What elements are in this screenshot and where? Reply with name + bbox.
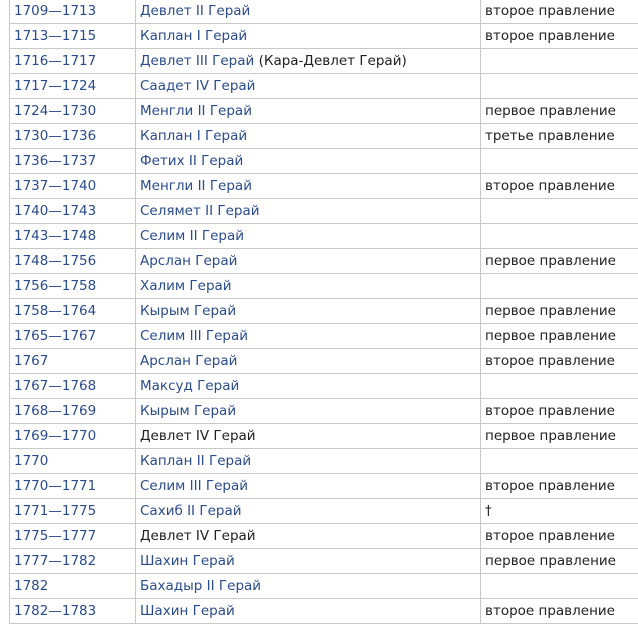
reign-years-cell [10, 299, 136, 324]
reign-note-cell [481, 199, 638, 224]
khan-name-link[interactable]: Менгли II Герай [140, 178, 252, 194]
khan-name-cell [136, 124, 481, 149]
reign-note-cell [481, 0, 638, 24]
khan-name-cell [136, 524, 481, 549]
reign-note-cell [481, 574, 638, 599]
reign-note-cell [481, 24, 638, 49]
khan-name-link[interactable]: Шахин Герай [140, 603, 235, 619]
reign-note-text: второе правление [485, 603, 615, 619]
khan-name-cell [136, 299, 481, 324]
reign-note-text: второе правление [485, 178, 615, 194]
table-row [10, 524, 638, 549]
reign-years-cell [10, 49, 136, 74]
khan-name-cell [136, 499, 481, 524]
khan-name-link[interactable]: Кырым Герай [140, 403, 237, 419]
khan-name-link[interactable]: Шахин Герай [140, 553, 235, 569]
khan-name-link[interactable]: Селим II Герай [140, 228, 245, 244]
table-row [10, 174, 638, 199]
khan-name-link[interactable]: Каплан I Герай [140, 128, 248, 144]
khan-name-cell [136, 399, 481, 424]
khan-name-link[interactable]: Бахадыр II Герай [140, 578, 262, 594]
reign-note-text: второе правление [485, 478, 615, 494]
khan-name-text: Девлет IV Герай [140, 428, 256, 444]
reign-years-link[interactable]: 1717—1724 [14, 78, 97, 94]
khan-name-link[interactable]: Сахиб II Герай [140, 503, 242, 519]
table-row [10, 99, 638, 124]
reign-note-text: † [485, 503, 492, 519]
khan-name-cell [136, 574, 481, 599]
khan-name-link[interactable]: Менгли II Герай [140, 103, 252, 119]
khan-name-link[interactable]: Кырым Герай [140, 303, 237, 319]
reign-note-cell [481, 324, 638, 349]
khan-name-link[interactable]: Селим III Герай [140, 328, 248, 344]
khan-name-link[interactable]: Арслан Герай [140, 353, 238, 369]
reign-note-cell [481, 474, 638, 499]
reign-years-link[interactable]: 1740—1743 [14, 203, 97, 219]
reign-years-cell [10, 449, 136, 474]
reign-years-cell [10, 0, 136, 24]
reign-years-link[interactable]: 1767—1768 [14, 378, 97, 394]
khan-name-link[interactable]: Селямет II Герай [140, 203, 260, 219]
reign-years-link[interactable]: 1756—1758 [14, 278, 97, 294]
reign-years-link[interactable]: 1771—1775 [14, 503, 97, 519]
khan-name-cell [136, 599, 481, 624]
reign-note-text: первое правление [485, 553, 616, 569]
reign-note-text: первое правление [485, 328, 616, 344]
reign-years-link[interactable]: 1782—1783 [14, 603, 97, 619]
reign-note-text: первое правление [485, 428, 616, 444]
reign-note-cell [481, 224, 638, 249]
khan-name-link[interactable]: Девлет II Герай [140, 3, 251, 19]
reign-years-cell [10, 399, 136, 424]
table-row [10, 249, 638, 274]
reign-note-text: второе правление [485, 353, 615, 369]
reign-note-cell [481, 449, 638, 474]
table-row [10, 599, 638, 624]
reign-note-cell [481, 174, 638, 199]
reign-years-link[interactable]: 1758—1764 [14, 303, 97, 319]
reign-note-cell [481, 274, 638, 299]
khan-name-link[interactable]: Каплан I Герай [140, 28, 248, 44]
reign-years-cell [10, 474, 136, 499]
reign-years-cell [10, 524, 136, 549]
khan-name-text: Девлет IV Герай [140, 528, 256, 544]
khan-name-cell [136, 74, 481, 99]
khan-name-link[interactable]: Саадет IV Герай [140, 78, 256, 94]
reign-years-link[interactable]: 1770—1771 [14, 478, 97, 494]
table-row [10, 24, 638, 49]
table-row [10, 349, 638, 374]
reign-note-text: второе правление [485, 28, 615, 44]
reign-years-link[interactable]: 1769—1770 [14, 428, 97, 444]
reign-note-cell [481, 299, 638, 324]
reign-years-cell [10, 574, 136, 599]
khan-name-link[interactable]: Каплан II Герай [140, 453, 252, 469]
table-row [10, 299, 638, 324]
reign-years-link[interactable]: 1770 [14, 453, 49, 469]
table-row [10, 274, 638, 299]
reign-years-cell [10, 124, 136, 149]
table-row [10, 424, 638, 449]
table-row [10, 0, 638, 24]
reign-note-text: первое правление [485, 253, 616, 269]
reign-years-link[interactable]: 1724—1730 [14, 103, 97, 119]
reign-years-cell [10, 99, 136, 124]
khan-name-cell [136, 449, 481, 474]
reign-years-link[interactable]: 1713—1715 [14, 28, 97, 44]
reign-note-cell [481, 49, 638, 74]
reign-note-cell [481, 349, 638, 374]
reign-years-cell [10, 599, 136, 624]
reign-note-cell [481, 499, 638, 524]
reign-note-cell [481, 149, 638, 174]
table-row [10, 374, 638, 399]
khan-name-link[interactable]: Девлет III Герай [140, 53, 255, 69]
khan-name-cell [136, 199, 481, 224]
reign-years-link[interactable]: 1777—1782 [14, 553, 97, 569]
reign-note-text: второе правление [485, 528, 615, 544]
reign-years-link[interactable]: 1765—1767 [14, 328, 97, 344]
reign-years-cell [10, 499, 136, 524]
reign-note-cell [481, 74, 638, 99]
reign-note-text: второе правление [485, 403, 615, 419]
reign-years-cell [10, 149, 136, 174]
reign-years-cell [10, 174, 136, 199]
reign-years-link[interactable]: 1736—1737 [14, 153, 97, 169]
reign-years-link[interactable]: 1743—1748 [14, 228, 97, 244]
reign-note-cell [481, 549, 638, 574]
rulers-table-body [10, 0, 638, 624]
khan-name-cell [136, 474, 481, 499]
reign-years-link[interactable]: 1767 [14, 353, 49, 369]
table-row [10, 224, 638, 249]
reign-note-cell [481, 374, 638, 399]
khan-name-cell [136, 349, 481, 374]
reign-years-link[interactable]: 1775—1777 [14, 528, 97, 544]
table-row [10, 499, 638, 524]
reign-years-cell [10, 349, 136, 374]
khan-name-cell [136, 374, 481, 399]
khan-name-cell [136, 0, 481, 24]
khan-name-cell [136, 249, 481, 274]
reign-years-link[interactable]: 1782 [14, 578, 49, 594]
reign-years-link[interactable]: 1709—1713 [14, 3, 97, 19]
table-row [10, 199, 638, 224]
khan-name-cell [136, 49, 481, 74]
table-row [10, 124, 638, 149]
reign-years-link[interactable]: 1716—1717 [14, 53, 97, 69]
reign-note-text: первое правление [485, 303, 616, 319]
reign-note-cell [481, 424, 638, 449]
khan-name-cell [136, 99, 481, 124]
reign-years-cell [10, 24, 136, 49]
table-row [10, 549, 638, 574]
reign-years-link[interactable]: 1768—1769 [14, 403, 97, 419]
table-row [10, 449, 638, 474]
table-row [10, 399, 638, 424]
reign-years-link[interactable]: 1748—1756 [14, 253, 97, 269]
khan-name-link[interactable]: Халим Герай [140, 278, 232, 294]
table-row [10, 74, 638, 99]
khan-name-link[interactable]: Селим III Герай [140, 478, 248, 494]
reign-years-cell [10, 199, 136, 224]
khan-name-cell [136, 549, 481, 574]
reign-note-cell [481, 249, 638, 274]
rulers-table [9, 0, 638, 624]
table-row [10, 49, 638, 74]
reign-years-cell [10, 274, 136, 299]
reign-years-link[interactable]: 1730—1736 [14, 128, 97, 144]
khan-name-link[interactable]: Максуд Герай [140, 378, 240, 394]
khan-name-link[interactable]: Арслан Герай [140, 253, 238, 269]
reign-note-text: первое правление [485, 103, 616, 119]
reign-years-cell [10, 74, 136, 99]
khan-name-cell [136, 224, 481, 249]
khan-name-cell [136, 324, 481, 349]
khan-name-cell [136, 424, 481, 449]
reign-note-cell [481, 524, 638, 549]
table-row [10, 324, 638, 349]
reign-years-cell [10, 249, 136, 274]
khan-name-cell [136, 274, 481, 299]
reign-note-cell [481, 399, 638, 424]
reign-years-cell [10, 324, 136, 349]
reign-note-cell [481, 99, 638, 124]
khan-name-link[interactable]: Фетих II Герай [140, 153, 244, 169]
khan-name-cell [136, 149, 481, 174]
reign-years-cell [10, 549, 136, 574]
khan-alias-text: (Кара-Девлет Герай) [254, 53, 407, 69]
reign-note-text: второе правление [485, 3, 615, 19]
reign-years-cell [10, 424, 136, 449]
reign-years-cell [10, 374, 136, 399]
reign-years-link[interactable]: 1737—1740 [14, 178, 97, 194]
reign-note-cell [481, 124, 638, 149]
khan-name-cell [136, 24, 481, 49]
reign-years-cell [10, 224, 136, 249]
khan-name-cell [136, 174, 481, 199]
table-row [10, 474, 638, 499]
table-row [10, 149, 638, 174]
table-row [10, 574, 638, 599]
reign-note-text: третье правление [485, 128, 615, 144]
reign-note-cell [481, 599, 638, 624]
